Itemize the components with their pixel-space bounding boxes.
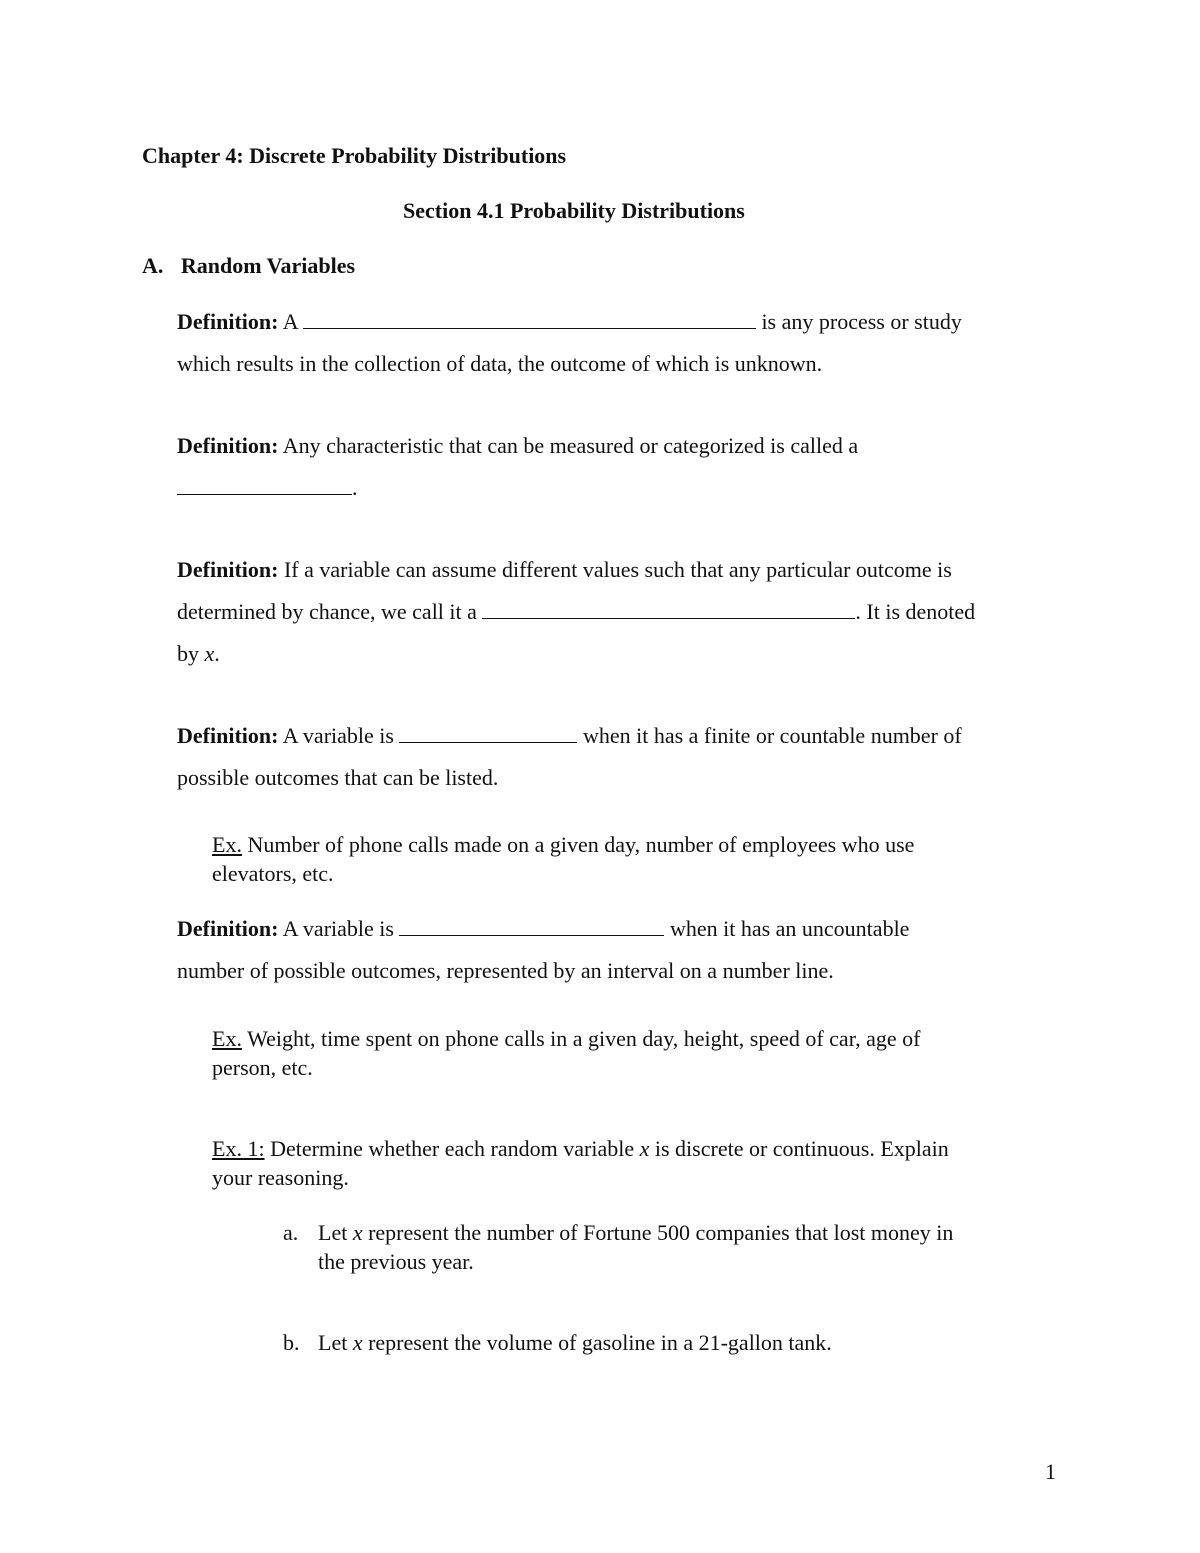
definition-label: Definition:	[177, 557, 279, 582]
section-title: Section 4.1 Probability Distributions	[403, 198, 745, 223]
definition-2-post: .	[352, 475, 358, 500]
fill-in-blank	[399, 722, 577, 743]
definition-5-line-2: number of possible outcomes, represented by an interval on a number line.	[177, 958, 834, 983]
fill-in-blank	[482, 598, 855, 619]
example-discrete-text: Number of phone calls made on a given day, number of employees who use	[247, 832, 915, 857]
item-a-pre: Let	[318, 1220, 348, 1245]
definition-4-line-1	[177, 722, 962, 750]
example-continuous-line-2: person, etc.	[212, 1055, 313, 1080]
heading-a	[142, 252, 355, 280]
item-b-line	[318, 1329, 832, 1357]
variable-x: x	[639, 1136, 650, 1161]
item-a-marker: a.	[283, 1220, 299, 1245]
definition-1-post: is any process or study	[761, 309, 962, 334]
variable-x: x	[352, 1330, 363, 1355]
definition-2-line-1	[177, 432, 858, 460]
item-a-line-2: the previous year.	[318, 1249, 474, 1274]
example-label: Ex.	[212, 832, 242, 857]
definition-label: Definition:	[177, 916, 279, 941]
definition-3-line-3-post: .	[214, 641, 220, 666]
definition-4-pre: A variable is	[282, 723, 394, 748]
definition-3-line-2-pre: determined by chance, we call it a	[177, 599, 477, 624]
definition-2-text: Any characteristic that can be measured or categorized is called a	[282, 433, 859, 458]
definition-label: Definition:	[177, 309, 279, 334]
exercise-1-label: Ex. 1:	[212, 1136, 265, 1161]
definition-3-line-3	[177, 640, 220, 668]
definition-4-post: when it has a finite or countable number of	[582, 723, 962, 748]
variable-x: x	[352, 1220, 363, 1245]
definition-3-text: If a variable can assume different values such that any particular outcome is	[283, 557, 952, 582]
definition-1-pre: A	[282, 309, 298, 334]
example-discrete-line-1	[212, 831, 914, 859]
definition-5-post: when it has an uncountable	[669, 916, 910, 941]
definition-5-line-1	[177, 915, 909, 943]
exercise-1-post: is discrete or continuous. Explain	[654, 1136, 949, 1161]
definition-label: Definition:	[177, 433, 279, 458]
item-b-post: represent the volume of gasoline in a 21-gallon tank.	[368, 1330, 832, 1355]
page-number: 1	[1045, 1459, 1056, 1484]
item-a-post: represent the number of Fortune 500 companies that lost money in	[368, 1220, 954, 1245]
example-label: Ex.	[212, 1026, 242, 1051]
item-b-marker: b.	[283, 1330, 300, 1355]
fill-in-blank	[399, 915, 664, 936]
definition-label: Definition:	[177, 723, 279, 748]
variable-x: x	[204, 641, 215, 666]
definition-1-line-2: which results in the collection of data, the outcome of which is unknown.	[177, 351, 823, 376]
exercise-1-line-2: your reasoning.	[212, 1165, 349, 1190]
chapter-title: Chapter 4: Discrete Probability Distributions	[142, 143, 567, 168]
exercise-1-pre: Determine whether each random variable	[270, 1136, 635, 1161]
fill-in-blank	[303, 308, 756, 329]
example-continuous-line-1	[212, 1025, 921, 1053]
definition-1-line-1	[177, 308, 962, 336]
exercise-1-line-1	[212, 1135, 949, 1163]
definition-3-line-3-pre: by	[177, 641, 199, 666]
definition-3-line-2-post: . It is denoted	[855, 599, 976, 624]
definition-5-pre: A variable is	[282, 916, 394, 941]
fill-in-blank	[177, 474, 352, 495]
definition-3-line-2	[177, 598, 975, 626]
item-a-line-1	[318, 1219, 953, 1247]
heading-a-marker: A.	[142, 253, 164, 278]
definition-2-line-2	[177, 474, 358, 502]
example-continuous-text: Weight, time spent on phone calls in a given day, height, speed of car, age of	[247, 1026, 921, 1051]
heading-a-text: Random Variables	[180, 253, 356, 278]
example-discrete-line-2: elevators, etc.	[212, 861, 334, 886]
item-b-pre: Let	[318, 1330, 348, 1355]
definition-4-line-2: possible outcomes that can be listed.	[177, 765, 499, 790]
definition-3-line-1	[177, 556, 952, 584]
